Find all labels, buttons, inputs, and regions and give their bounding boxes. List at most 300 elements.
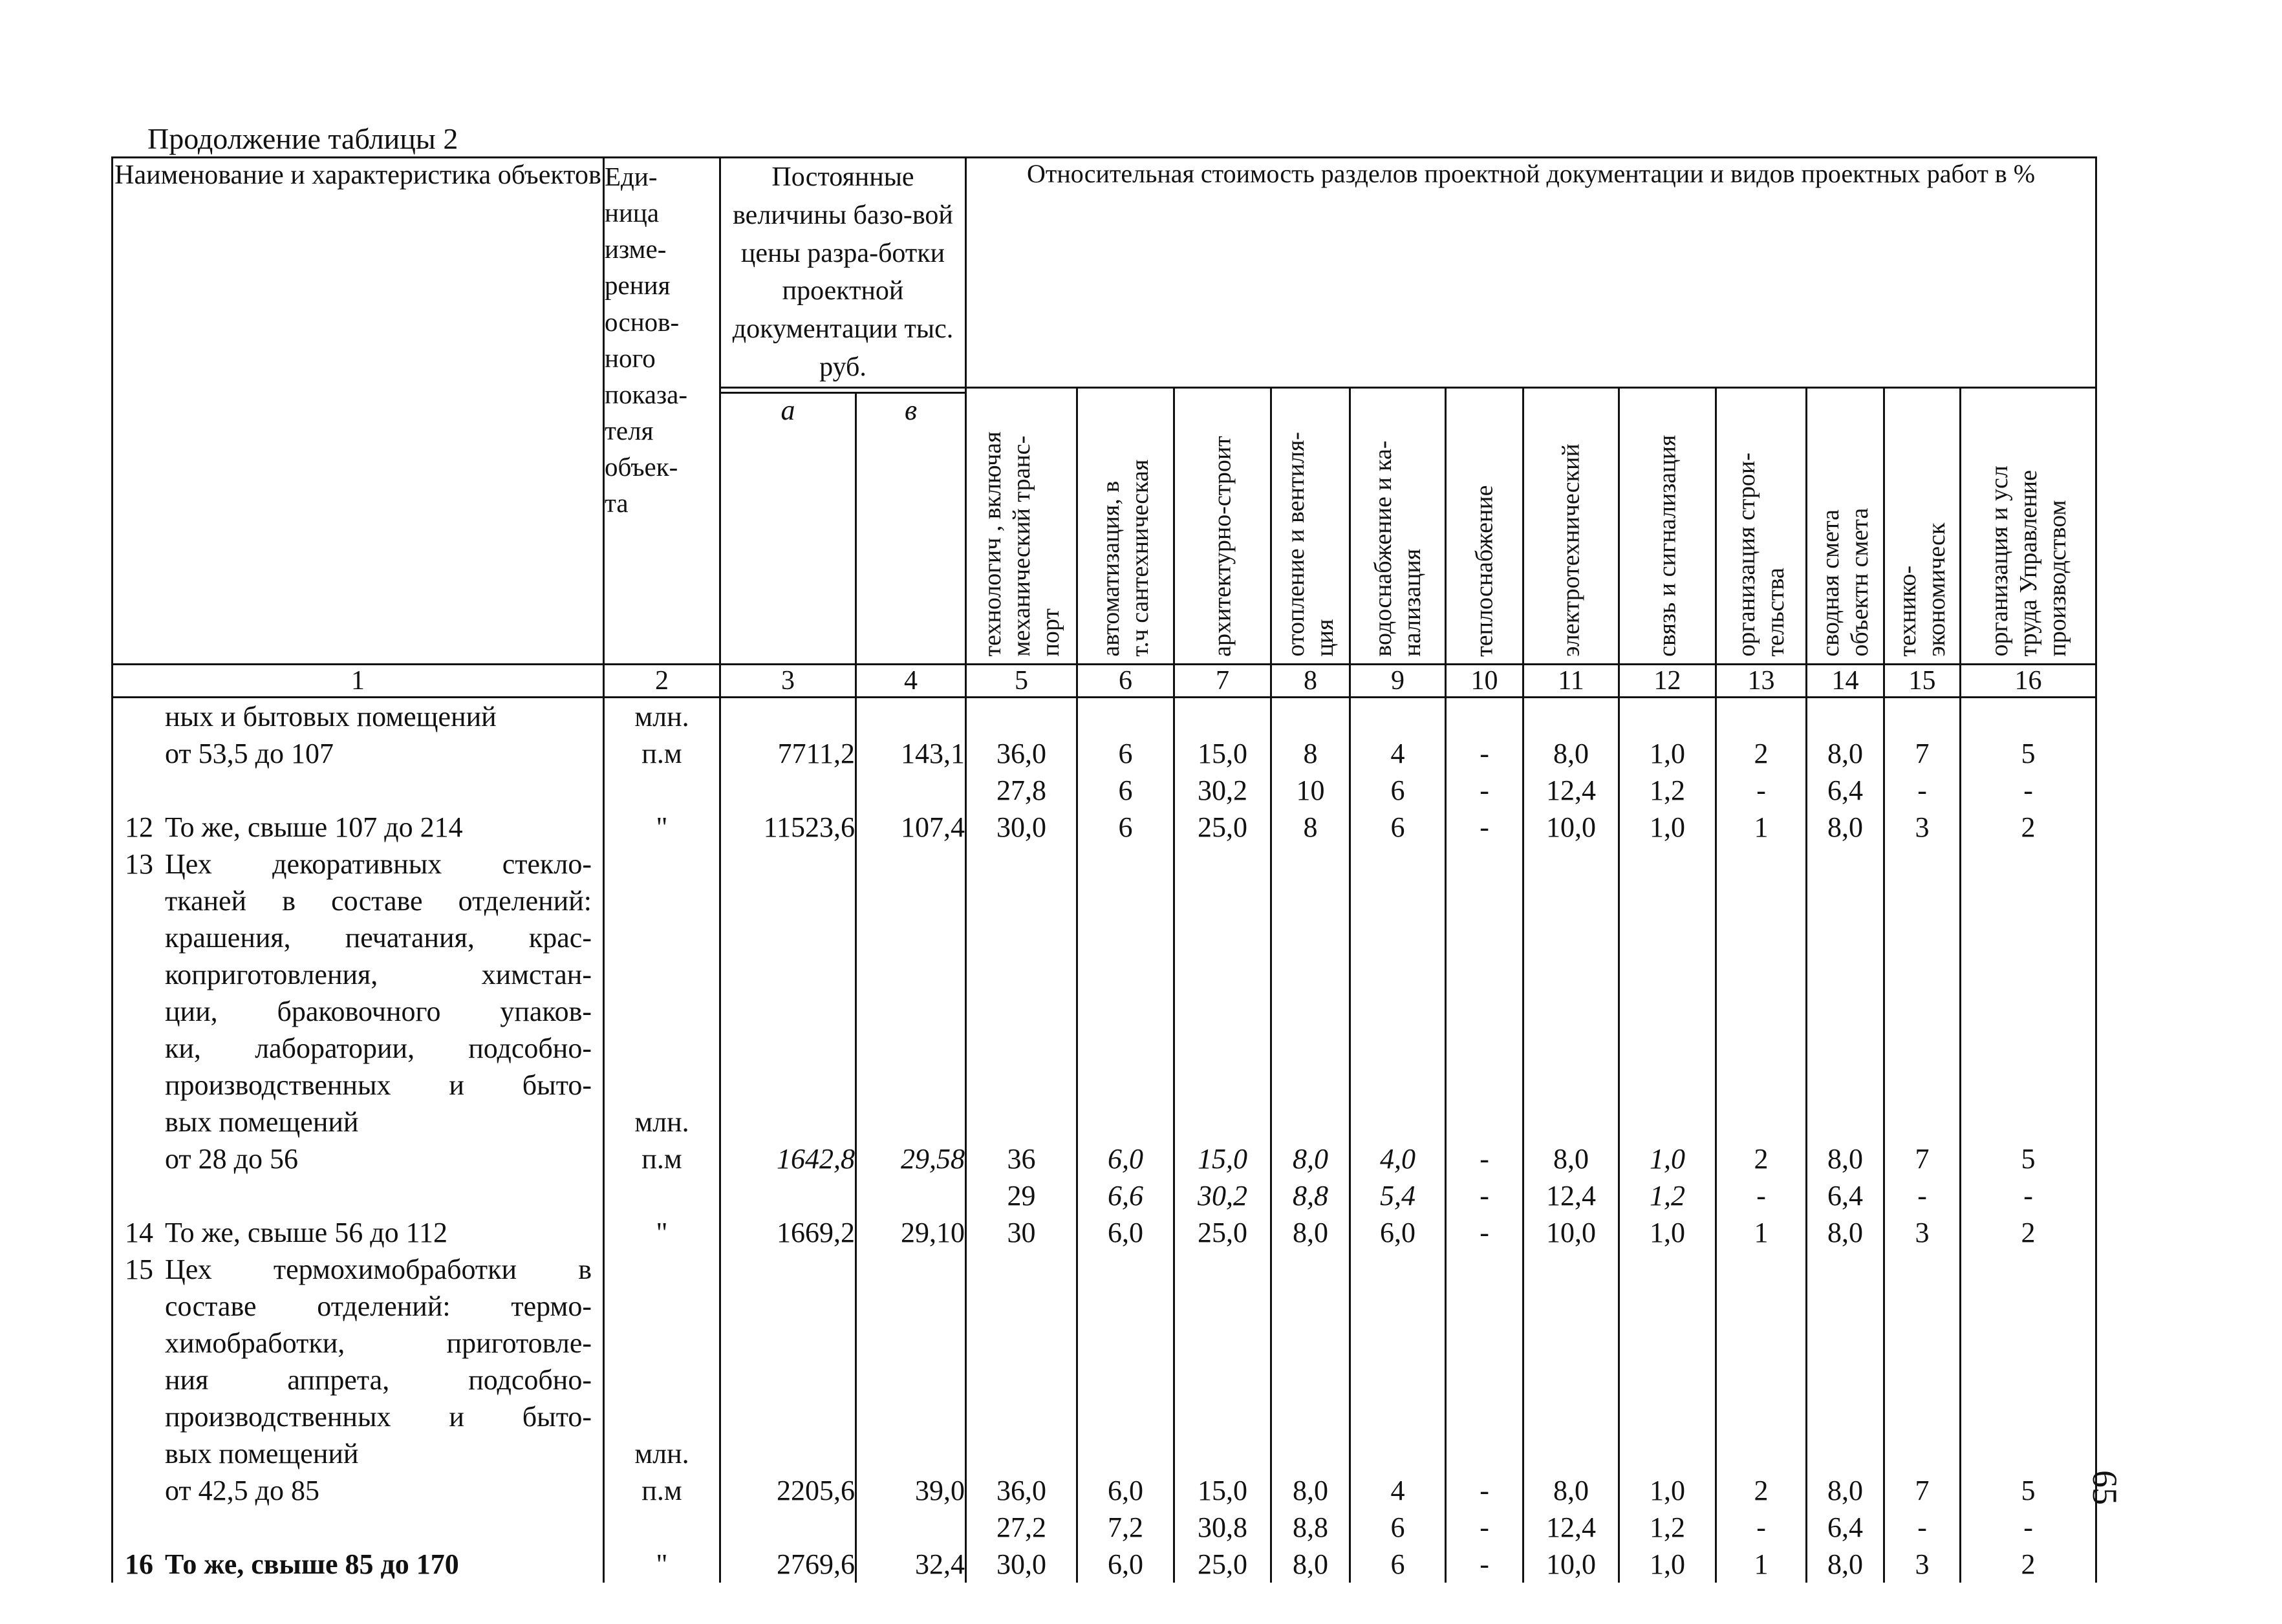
cell-col-9 [1350, 1435, 1446, 1472]
object-name-cell [113, 1472, 604, 1509]
cell-col-16 [1961, 1325, 2096, 1362]
object-name: производственных и быто- [165, 1400, 592, 1433]
cell-col-6 [1077, 882, 1174, 919]
cell-col-5 [966, 1288, 1077, 1325]
cell-col-10 [1446, 1325, 1523, 1362]
cell-col-16 [1961, 993, 2096, 1030]
row-number: 12 [125, 811, 153, 843]
cell-col-10 [1446, 1104, 1523, 1140]
cell-col-7 [1174, 993, 1271, 1030]
cell-col-16 [1961, 1398, 2096, 1435]
table-row [113, 1472, 2096, 1509]
cell-col-4 [856, 956, 966, 993]
table-row [113, 846, 2096, 882]
object-name: вых помещений [165, 1437, 359, 1469]
cell-col-5 [966, 697, 1077, 735]
cell-col-3 [720, 1030, 856, 1067]
cell-col-9 [1350, 1104, 1446, 1140]
header-col-5: технологич , включая механический транс- порт [966, 387, 1077, 664]
cell-col-12 [1619, 1435, 1716, 1472]
cell-col-8 [1271, 956, 1350, 993]
cell-col-9 [1350, 993, 1446, 1030]
object-name-cell [113, 1509, 604, 1546]
column-number-5: 5 [966, 664, 1077, 697]
cell-col-11 [1523, 1362, 1619, 1398]
column-number-1: 1 [113, 664, 604, 697]
cell-col-8: 8,8 [1271, 1177, 1350, 1214]
cell-col-9: 4,0 [1350, 1140, 1446, 1177]
cell-col-8 [1271, 882, 1350, 919]
row-number: 15 [125, 1253, 153, 1285]
cell-col-13 [1716, 993, 1807, 1030]
cell-col-12: 1,2 [1619, 772, 1716, 809]
object-name-cell [113, 1435, 604, 1472]
table-row [113, 1362, 2096, 1398]
object-name-cell [113, 1140, 604, 1177]
cell-col-6 [1077, 1398, 1174, 1435]
cell-col-9: 6 [1350, 772, 1446, 809]
cell-col-14: 8,0 [1807, 809, 1884, 846]
cell-col-9 [1350, 846, 1446, 882]
table-caption: Продолжение таблицы 2 [147, 122, 458, 155]
cell-col-3: 1669,2 [720, 1214, 856, 1251]
cost-table [111, 156, 2097, 1583]
cell-col-14 [1807, 1030, 1884, 1067]
cell-col-2 [604, 1398, 720, 1435]
cell-col-6: 6,0 [1077, 1546, 1174, 1583]
cell-col-7: 30,2 [1174, 772, 1271, 809]
cell-col-5 [966, 919, 1077, 956]
header-col-13: организация строи- тельства [1716, 387, 1807, 664]
cell-col-12: 1,0 [1619, 1546, 1716, 1583]
cell-col-8 [1271, 1398, 1350, 1435]
cell-col-5 [966, 1030, 1077, 1067]
cell-col-14 [1807, 1251, 1884, 1288]
cell-col-5 [966, 993, 1077, 1030]
table-row [113, 1140, 2096, 1177]
object-name: крашения, печатания, крас- [165, 921, 592, 954]
table-row [113, 1030, 2096, 1067]
cell-col-7 [1174, 697, 1271, 735]
cell-col-7 [1174, 882, 1271, 919]
cell-col-6 [1077, 1362, 1174, 1398]
cell-col-15: - [1884, 772, 1961, 809]
cell-col-8 [1271, 697, 1350, 735]
cell-col-3: 2205,6 [720, 1472, 856, 1509]
cell-col-10 [1446, 1251, 1523, 1288]
cell-col-8 [1271, 919, 1350, 956]
cell-col-13 [1716, 1030, 1807, 1067]
cell-col-5: 36,0 [966, 735, 1077, 772]
header-a: а [720, 392, 856, 664]
cell-col-4 [856, 1362, 966, 1398]
cell-col-13: - [1716, 772, 1807, 809]
cell-col-16 [1961, 1288, 2096, 1325]
object-name: производственных и быто- [165, 1069, 592, 1101]
cell-col-16: - [1961, 772, 2096, 809]
cell-col-12 [1619, 919, 1716, 956]
cell-col-11: 10,0 [1523, 1546, 1619, 1583]
cell-col-15 [1884, 1398, 1961, 1435]
header-const-spacer [720, 387, 966, 392]
column-number-12: 12 [1619, 664, 1716, 697]
cell-col-3 [720, 1362, 856, 1398]
column-number-16: 16 [1961, 664, 2096, 697]
object-name: ции, браковочного упаков- [165, 995, 592, 1027]
cell-col-16 [1961, 1435, 2096, 1472]
table-row [113, 1214, 2096, 1251]
object-name: тканей в составе отделений: [165, 884, 592, 917]
cell-col-3 [720, 772, 856, 809]
cell-col-4 [856, 1398, 966, 1435]
cell-col-7 [1174, 1067, 1271, 1104]
cell-col-4 [856, 1177, 966, 1214]
column-number-7: 7 [1174, 664, 1271, 697]
cell-col-15 [1884, 956, 1961, 993]
object-name-cell [113, 1214, 604, 1251]
cell-col-13: 2 [1716, 1472, 1807, 1509]
cell-col-11: 10,0 [1523, 809, 1619, 846]
cell-col-15: 3 [1884, 1214, 1961, 1251]
cell-col-3 [720, 1104, 856, 1140]
cell-col-2 [604, 1030, 720, 1067]
cell-col-6 [1077, 697, 1174, 735]
cell-col-16 [1961, 1067, 2096, 1104]
cell-col-5: 30 [966, 1214, 1077, 1251]
cell-col-2 [604, 1067, 720, 1104]
cell-col-4 [856, 697, 966, 735]
object-name-cell [113, 1288, 604, 1325]
cell-col-2: " [604, 1546, 720, 1583]
cell-col-3 [720, 956, 856, 993]
cell-col-5 [966, 1362, 1077, 1398]
cell-col-2 [604, 919, 720, 956]
cell-col-7: 15,0 [1174, 1140, 1271, 1177]
cell-col-5: 30,0 [966, 809, 1077, 846]
cell-col-6 [1077, 846, 1174, 882]
cell-col-5: 29 [966, 1177, 1077, 1214]
table-body [113, 697, 2096, 1583]
cell-col-15: 3 [1884, 1546, 1961, 1583]
cell-col-5 [966, 1104, 1077, 1140]
cell-col-14 [1807, 1104, 1884, 1140]
cell-col-11: 12,4 [1523, 1509, 1619, 1546]
cell-col-10 [1446, 846, 1523, 882]
cell-col-16: 2 [1961, 1214, 2096, 1251]
object-name-cell [113, 846, 604, 882]
cell-col-12 [1619, 1251, 1716, 1288]
cell-col-5 [966, 1251, 1077, 1288]
cell-col-15 [1884, 1362, 1961, 1398]
cell-col-10: - [1446, 1177, 1523, 1214]
cell-col-9 [1350, 919, 1446, 956]
cell-col-14: 8,0 [1807, 735, 1884, 772]
cell-col-9 [1350, 1362, 1446, 1398]
cell-col-7: 15,0 [1174, 735, 1271, 772]
column-number-2: 2 [604, 664, 720, 697]
cell-col-14 [1807, 919, 1884, 956]
cell-col-13: - [1716, 1509, 1807, 1546]
cell-col-2: млн. [604, 1104, 720, 1140]
cell-col-11 [1523, 993, 1619, 1030]
cell-col-7 [1174, 1288, 1271, 1325]
cell-col-8 [1271, 1030, 1350, 1067]
cell-col-16: - [1961, 1509, 2096, 1546]
cell-col-6: 6 [1077, 772, 1174, 809]
cell-col-13: - [1716, 1177, 1807, 1214]
cell-col-13: 1 [1716, 1546, 1807, 1583]
cell-col-11 [1523, 882, 1619, 919]
cell-col-9: 4 [1350, 735, 1446, 772]
cell-col-15: - [1884, 1177, 1961, 1214]
cell-col-14: 6,4 [1807, 1177, 1884, 1214]
cell-col-9 [1350, 1325, 1446, 1362]
cell-col-4 [856, 919, 966, 956]
cell-col-7: 15,0 [1174, 1472, 1271, 1509]
table-row [113, 919, 2096, 956]
cell-col-4 [856, 1251, 966, 1288]
cell-col-16 [1961, 919, 2096, 956]
cell-col-12 [1619, 1067, 1716, 1104]
object-name-cell [113, 1067, 604, 1104]
cell-col-11 [1523, 1288, 1619, 1325]
header-const: Постоянные величины базо-вой цены разра-ботки проектной документации тыс. руб. [720, 158, 966, 388]
cell-col-13 [1716, 956, 1807, 993]
cell-col-11: 8,0 [1523, 1140, 1619, 1177]
object-name: То же, свыше 107 до 214 [165, 811, 463, 843]
cell-col-15 [1884, 882, 1961, 919]
cell-col-10 [1446, 956, 1523, 993]
header-col-10: теплоснабжение [1446, 387, 1523, 664]
row-number: 16 [125, 1548, 153, 1580]
cell-col-16 [1961, 1362, 2096, 1398]
cell-col-5: 36,0 [966, 1472, 1077, 1509]
table-row [113, 1104, 2096, 1140]
cell-col-8 [1271, 993, 1350, 1030]
cell-col-8 [1271, 1435, 1350, 1472]
cell-col-11 [1523, 1251, 1619, 1288]
cell-col-16 [1961, 1251, 2096, 1288]
cell-col-11 [1523, 1030, 1619, 1067]
header-relative-cost: Относительная стоимость разделов проектной документации и видов проектных работ в % [966, 158, 2096, 388]
cell-col-6: 6,0 [1077, 1140, 1174, 1177]
object-name-cell [113, 1251, 604, 1288]
column-numbers-row [113, 664, 2096, 697]
cell-col-5 [966, 1435, 1077, 1472]
cell-col-12 [1619, 697, 1716, 735]
cell-col-6 [1077, 993, 1174, 1030]
cell-col-5 [966, 956, 1077, 993]
object-name: ния аппрета, подсобно- [165, 1363, 592, 1396]
table-row [113, 735, 2096, 772]
cell-col-10 [1446, 1067, 1523, 1104]
page-number: 65 [2085, 1470, 2124, 1505]
cell-col-9: 6 [1350, 1546, 1446, 1583]
row-number: 14 [125, 1216, 153, 1248]
object-name: То же, свыше 85 до 170 [165, 1548, 459, 1580]
cell-col-14: 8,0 [1807, 1546, 1884, 1583]
cell-col-9: 6 [1350, 1509, 1446, 1546]
cell-col-15: - [1884, 1509, 1961, 1546]
column-number-14: 14 [1807, 664, 1884, 697]
table-row [113, 772, 2096, 809]
column-number-6: 6 [1077, 664, 1174, 697]
header-col-6: автоматизация, в т.ч сантехническая [1077, 387, 1174, 664]
cell-col-3 [720, 697, 856, 735]
cell-col-9 [1350, 956, 1446, 993]
cell-col-14: 8,0 [1807, 1472, 1884, 1509]
cell-col-10: - [1446, 735, 1523, 772]
cell-col-13 [1716, 1251, 1807, 1288]
cell-col-9 [1350, 697, 1446, 735]
cell-col-5 [966, 1325, 1077, 1362]
cell-col-11: 8,0 [1523, 735, 1619, 772]
header-col-15: технико- экономическ [1884, 387, 1961, 664]
cell-col-4: 29,58 [856, 1140, 966, 1177]
cell-col-16 [1961, 846, 2096, 882]
cell-col-10 [1446, 882, 1523, 919]
header-col-11: электротехнический [1523, 387, 1619, 664]
cell-col-2: п.м [604, 1140, 720, 1177]
cell-col-7 [1174, 919, 1271, 956]
object-name-cell [113, 1325, 604, 1362]
cell-col-8: 8,0 [1271, 1214, 1350, 1251]
cell-col-6 [1077, 1288, 1174, 1325]
cell-col-2 [604, 956, 720, 993]
column-number-3: 3 [720, 664, 856, 697]
cell-col-16 [1961, 1030, 2096, 1067]
cell-col-16: 2 [1961, 809, 2096, 846]
cell-col-2: п.м [604, 735, 720, 772]
cell-col-7: 30,8 [1174, 1509, 1271, 1546]
cell-col-7 [1174, 1362, 1271, 1398]
cell-col-6: 6,6 [1077, 1177, 1174, 1214]
cell-col-6: 6 [1077, 735, 1174, 772]
cell-col-16: - [1961, 1177, 2096, 1214]
column-number-4: 4 [856, 664, 966, 697]
cell-col-16: 5 [1961, 1472, 2096, 1509]
object-name-cell [113, 735, 604, 772]
table-row [113, 697, 2096, 735]
cell-col-5: 27,2 [966, 1509, 1077, 1546]
cell-col-14 [1807, 1435, 1884, 1472]
cell-col-14 [1807, 846, 1884, 882]
cell-col-5: 27,8 [966, 772, 1077, 809]
cell-col-8: 8,0 [1271, 1472, 1350, 1509]
cell-col-4 [856, 1288, 966, 1325]
cell-col-10 [1446, 1398, 1523, 1435]
cell-col-15 [1884, 1325, 1961, 1362]
cell-col-8: 8,8 [1271, 1509, 1350, 1546]
cell-col-11: 12,4 [1523, 1177, 1619, 1214]
cell-col-10: - [1446, 1509, 1523, 1546]
cell-col-4 [856, 1067, 966, 1104]
object-name-cell [113, 919, 604, 956]
cell-col-15 [1884, 1067, 1961, 1104]
object-name-cell [113, 1177, 604, 1214]
object-name: химобработки, приготовле- [165, 1327, 592, 1359]
column-number-10: 10 [1446, 664, 1523, 697]
table-row [113, 809, 2096, 846]
cell-col-7 [1174, 846, 1271, 882]
cell-col-4: 32,4 [856, 1546, 966, 1583]
cell-col-12: 1,0 [1619, 1214, 1716, 1251]
cell-col-11 [1523, 1104, 1619, 1140]
cell-col-13 [1716, 1325, 1807, 1362]
cell-col-10 [1446, 1435, 1523, 1472]
object-name: Цех термохимобработки в [165, 1253, 592, 1285]
table-row [113, 882, 2096, 919]
cell-col-14: 6,4 [1807, 1509, 1884, 1546]
cell-col-4: 143,1 [856, 735, 966, 772]
cell-col-13 [1716, 882, 1807, 919]
header-b: в [856, 392, 966, 664]
cell-col-7 [1174, 1104, 1271, 1140]
cell-col-11 [1523, 1435, 1619, 1472]
table-row [113, 1546, 2096, 1583]
cell-col-16 [1961, 956, 2096, 993]
cell-col-12: 1,0 [1619, 809, 1716, 846]
cell-col-10 [1446, 1288, 1523, 1325]
object-name-cell [113, 956, 604, 993]
cell-col-8 [1271, 1104, 1350, 1140]
cell-col-10: - [1446, 1140, 1523, 1177]
cell-col-9 [1350, 1067, 1446, 1104]
cell-col-8 [1271, 1325, 1350, 1362]
cell-col-2: " [604, 1214, 720, 1251]
object-name-cell [113, 1030, 604, 1067]
cell-col-2 [604, 1325, 720, 1362]
cell-col-3 [720, 882, 856, 919]
object-name: от 42,5 до 85 [165, 1474, 320, 1506]
object-name-cell [113, 993, 604, 1030]
table-row [113, 1325, 2096, 1362]
column-number-11: 11 [1523, 664, 1619, 697]
cell-col-11 [1523, 1067, 1619, 1104]
cell-col-16: 5 [1961, 1140, 2096, 1177]
cell-col-5 [966, 1398, 1077, 1435]
cell-col-9 [1350, 1251, 1446, 1288]
object-name-cell [113, 809, 604, 846]
cell-col-10: - [1446, 809, 1523, 846]
cell-col-15 [1884, 993, 1961, 1030]
cell-col-3 [720, 1251, 856, 1288]
cell-col-15 [1884, 1288, 1961, 1325]
cell-col-12 [1619, 1288, 1716, 1325]
cell-col-2 [604, 1362, 720, 1398]
cell-col-10 [1446, 1362, 1523, 1398]
cell-col-3 [720, 1435, 856, 1472]
cell-col-13: 1 [1716, 809, 1807, 846]
cell-col-4: 29,10 [856, 1214, 966, 1251]
cell-col-7: 25,0 [1174, 1214, 1271, 1251]
cell-col-9 [1350, 1398, 1446, 1435]
cell-col-8 [1271, 1067, 1350, 1104]
cell-col-15: 7 [1884, 735, 1961, 772]
cell-col-6 [1077, 1435, 1174, 1472]
cell-col-15 [1884, 1104, 1961, 1140]
cell-col-13: 2 [1716, 735, 1807, 772]
table-row [113, 1177, 2096, 1214]
cell-col-3 [720, 1325, 856, 1362]
cell-col-5 [966, 846, 1077, 882]
cell-col-12 [1619, 1398, 1716, 1435]
cell-col-11 [1523, 846, 1619, 882]
object-name-cell [113, 772, 604, 809]
header-unit: Еди- ница изме- рения основ- ного показа- теля объек- та [604, 158, 720, 665]
cell-col-4: 39,0 [856, 1472, 966, 1509]
cell-col-12: 1,2 [1619, 1177, 1716, 1214]
